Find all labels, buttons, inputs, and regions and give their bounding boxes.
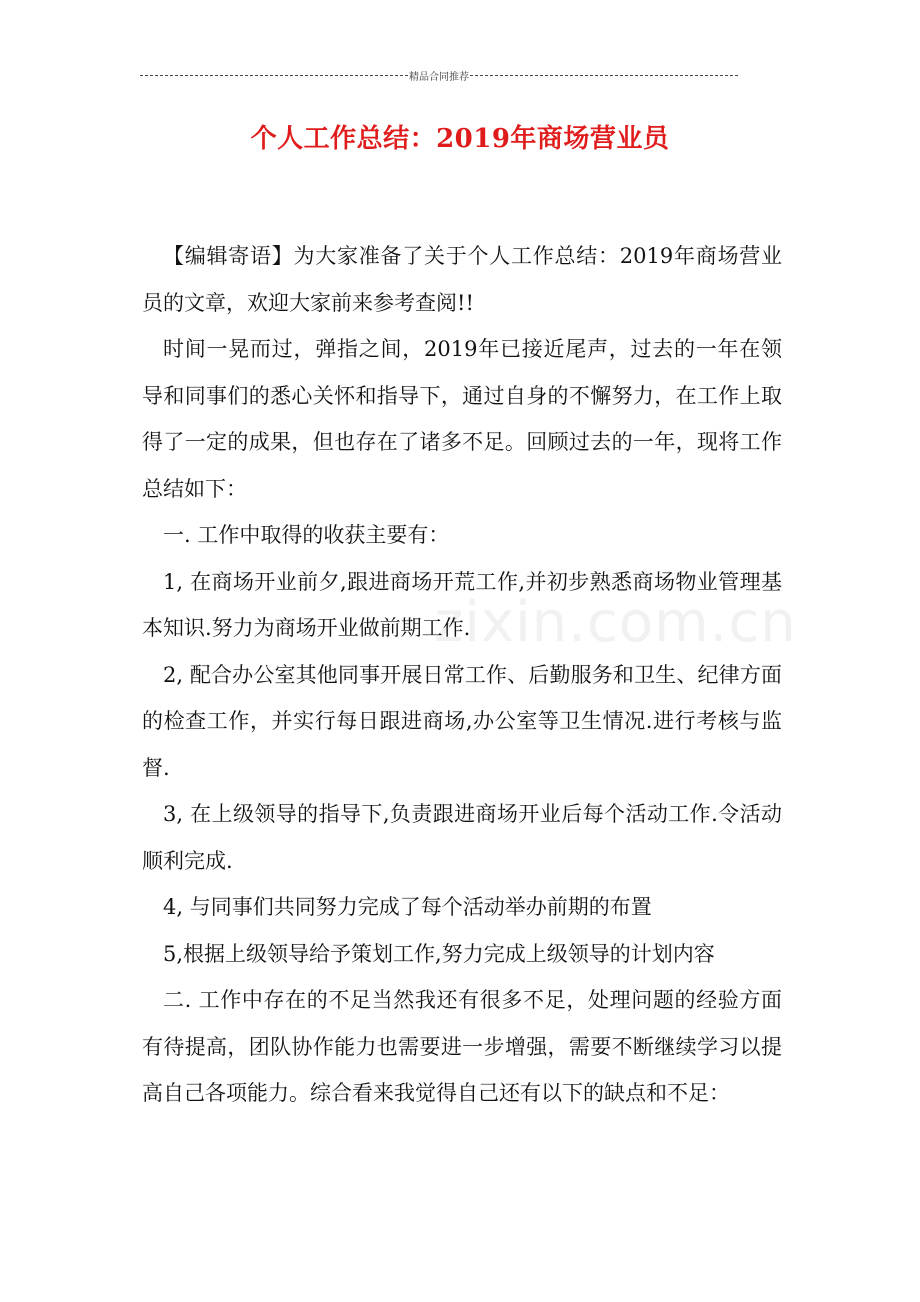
list-item-5: 5,根据上级领导给予策划工作,努力完成上级领导的计划内容 bbox=[163, 941, 715, 966]
watermark: zixin.com.cn bbox=[434, 590, 797, 655]
list-item-1: 1, 在商场开业前夕,跟进商场开荒工作,并初步熟悉商场物业管理基本知识.努力为商场开业做前期工作. bbox=[142, 569, 782, 640]
header-label: 精品合同推荐 bbox=[409, 71, 469, 83]
paragraph-intro: 时间一晃而过，弹指之间，2019年已接近尾声，过去的一年在领导和同事们的悉心关怀和指导下，通过自身的不懈努力，在工作上取得了一定的成果，但也存在了诸多不足。回顾过去的一年，现将工作总结如下： bbox=[142, 337, 782, 501]
paragraph-editor-note: 【编辑寄语】为大家准备了关于个人工作总结：2019年商场营业员的文章，欢迎大家前来参考查阅!! bbox=[142, 244, 782, 315]
list-item-3: 3, 在上级领导的指导下,负责跟进商场开业后每个活动工作.令活动顺利完成. bbox=[142, 802, 782, 873]
list-item-2: 2, 配合办公室其他同事开展日常工作、后勤服务和卫生、纪律方面的检查工作，并实行每日跟进商场,办公室等卫生情况.进行考核与监督. bbox=[142, 662, 782, 780]
page-header bbox=[140, 68, 738, 82]
list-item-4: 4, 与同事们共同努力完成了每个活动举办前期的布置 bbox=[163, 895, 652, 919]
header-dash-right bbox=[470, 75, 738, 76]
section-heading-gains: 一. 工作中取得的收获主要有： bbox=[163, 523, 450, 547]
section-shortcomings: 二. 工作中存在的不足当然我还有很多不足，处理问题的经验方面有待提高，团队协作能力也需要进一步增强，需要不断继续学习以提高自己各项能力。综合看来我觉得自己还有以下的缺点和不足： bbox=[142, 988, 782, 1105]
document-title: 个人工作总结：2019年商场营业员 bbox=[250, 124, 670, 154]
document-body bbox=[142, 233, 782, 1117]
header-dash-left bbox=[140, 75, 408, 76]
